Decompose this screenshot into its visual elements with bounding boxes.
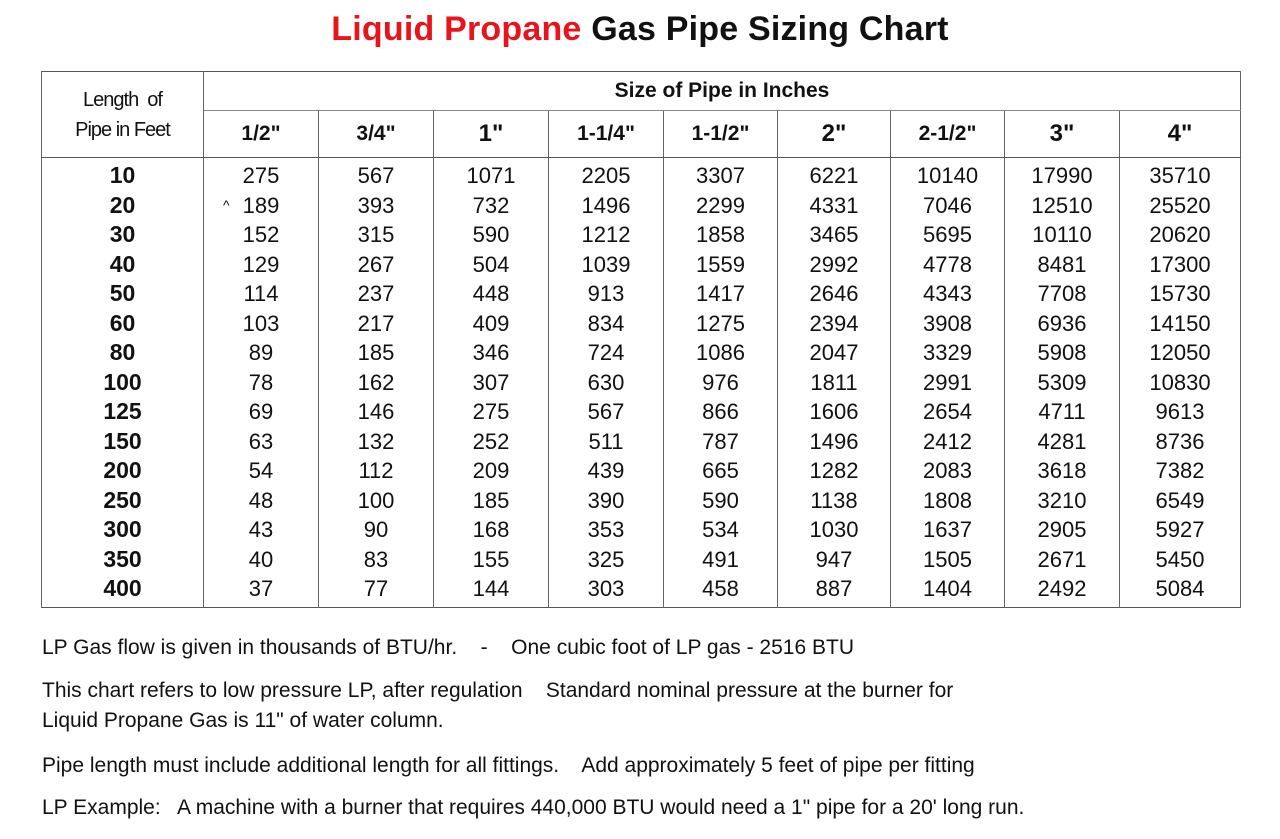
btu-cell: 2083 (891, 456, 1005, 486)
btu-cell: 1275 (664, 309, 778, 339)
btu-cell: 37 (204, 574, 319, 607)
btu-cell: 1282 (778, 456, 891, 486)
length-cell: 150 (42, 427, 204, 457)
note-flow-units: LP Gas flow is given in thousands of BTU/hr. (42, 636, 458, 659)
btu-cell: 103 (204, 309, 319, 339)
note-example: LP Example: A machine with a burner that requires 440,000 BTU would need a 1" pipe for a 20' long run. (42, 796, 1025, 819)
btu-cell: 5309 (1005, 368, 1120, 398)
btu-cell: 4343 (891, 279, 1005, 309)
btu-cell: 48 (204, 486, 319, 516)
note-water-column: Liquid Propane Gas is 11" of water column. (42, 709, 444, 732)
btu-cell: 5450 (1120, 545, 1241, 575)
btu-cell: 307 (434, 368, 549, 398)
btu-cell: 40 (204, 545, 319, 575)
table-row (42, 397, 1241, 427)
btu-cell: 6549 (1120, 486, 1241, 516)
btu-cell: 100 (319, 486, 434, 516)
btu-cell: 5927 (1120, 515, 1241, 545)
table-row (42, 191, 1241, 221)
btu-cell: 976 (664, 368, 778, 398)
btu-cell: 10110 (1005, 220, 1120, 250)
btu-cell: 162 (319, 368, 434, 398)
btu-cell: 1496 (549, 191, 664, 221)
btu-cell: 390 (549, 486, 664, 516)
btu-cell: 787 (664, 427, 778, 457)
title-rest: Gas Pipe Sizing Chart (581, 10, 949, 48)
btu-cell: 534 (664, 515, 778, 545)
length-cell: 20 (42, 191, 204, 221)
title-highlight: Liquid Propane (331, 10, 582, 48)
btu-cell: 947 (778, 545, 891, 575)
size-header: 4" (1120, 111, 1241, 158)
btu-cell: 20620 (1120, 220, 1241, 250)
btu-cell: 6936 (1005, 309, 1120, 339)
btu-cell: 2299 (664, 191, 778, 221)
size-span-header: Size of Pipe in Inches (204, 72, 1241, 111)
btu-cell: 3329 (891, 338, 1005, 368)
btu-cell: 4331 (778, 191, 891, 221)
btu-cell: 724 (549, 338, 664, 368)
length-cell: 350 (42, 545, 204, 575)
btu-cell: 4711 (1005, 397, 1120, 427)
btu-cell: 114 (204, 279, 319, 309)
length-cell: 400 (42, 574, 204, 607)
btu-cell: 78 (204, 368, 319, 398)
btu-cell: 129 (204, 250, 319, 280)
btu-cell: 237 (319, 279, 434, 309)
btu-cell: 275 (204, 158, 319, 191)
table-body (42, 158, 1241, 608)
btu-value: 189 (242, 192, 280, 218)
btu-cell: 834 (549, 309, 664, 339)
btu-cell: 8736 (1120, 427, 1241, 457)
btu-cell: 3465 (778, 220, 891, 250)
btu-cell: 6221 (778, 158, 891, 191)
btu-cell: 89 (204, 338, 319, 368)
btu-cell: 209 (434, 456, 549, 486)
size-header: 2-1/2" (891, 111, 1005, 158)
btu-cell (204, 191, 319, 221)
btu-cell: 732 (434, 191, 549, 221)
btu-cell: 10830 (1120, 368, 1241, 398)
btu-cell: 1138 (778, 486, 891, 516)
btu-cell: 303 (549, 574, 664, 607)
btu-cell: 4281 (1005, 427, 1120, 457)
btu-cell: 2205 (549, 158, 664, 191)
btu-cell: 4778 (891, 250, 1005, 280)
table-row (42, 427, 1241, 457)
table-row (42, 368, 1241, 398)
length-cell: 60 (42, 309, 204, 339)
length-header-line1: Length of (83, 88, 162, 111)
btu-cell: 567 (319, 158, 434, 191)
btu-cell: 7382 (1120, 456, 1241, 486)
btu-cell: 1030 (778, 515, 891, 545)
btu-cell: 458 (664, 574, 778, 607)
btu-cell: 1071 (434, 158, 549, 191)
btu-cell: 448 (434, 279, 549, 309)
btu-cell: 132 (319, 427, 434, 457)
btu-cell: 54 (204, 456, 319, 486)
size-header: 3/4" (319, 111, 434, 158)
btu-cell: 346 (434, 338, 549, 368)
btu-cell: 5084 (1120, 574, 1241, 607)
btu-cell: 439 (549, 456, 664, 486)
btu-cell: 77 (319, 574, 434, 607)
table-row (42, 250, 1241, 280)
btu-cell: 1212 (549, 220, 664, 250)
btu-cell: 1417 (664, 279, 778, 309)
btu-cell: 3307 (664, 158, 778, 191)
btu-cell: 393 (319, 191, 434, 221)
btu-cell: 1808 (891, 486, 1005, 516)
note-fittings: Pipe length must include additional length for all fittings. Add approximately 5 feet of pipe per fitting (42, 754, 975, 777)
note-cubic-foot: One cubic foot of LP gas - 2516 BTU (511, 636, 854, 659)
btu-cell: 35710 (1120, 158, 1241, 191)
length-cell: 40 (42, 250, 204, 280)
btu-cell: 315 (319, 220, 434, 250)
btu-cell: 353 (549, 515, 664, 545)
btu-cell: 267 (319, 250, 434, 280)
btu-cell: 12510 (1005, 191, 1120, 221)
btu-cell: 1039 (549, 250, 664, 280)
size-header: 3" (1005, 111, 1120, 158)
btu-cell: 2905 (1005, 515, 1120, 545)
btu-cell: 2492 (1005, 574, 1120, 607)
length-cell: 200 (42, 456, 204, 486)
table-row (42, 279, 1241, 309)
length-cell: 10 (42, 158, 204, 191)
btu-cell: 63 (204, 427, 319, 457)
btu-cell: 1559 (664, 250, 778, 280)
btu-cell: 14150 (1120, 309, 1241, 339)
btu-cell: 887 (778, 574, 891, 607)
btu-cell: 511 (549, 427, 664, 457)
btu-cell: 43 (204, 515, 319, 545)
size-header: 1-1/2" (664, 111, 778, 158)
size-header: 2" (778, 111, 891, 158)
btu-cell: 25520 (1120, 191, 1241, 221)
btu-cell: 2991 (891, 368, 1005, 398)
btu-cell: 504 (434, 250, 549, 280)
btu-cell: 1505 (891, 545, 1005, 575)
btu-cell: 185 (319, 338, 434, 368)
size-header: 1/2" (204, 111, 319, 158)
btu-cell: 217 (319, 309, 434, 339)
table-row (42, 486, 1241, 516)
note-flow (42, 636, 854, 660)
btu-cell: 7708 (1005, 279, 1120, 309)
btu-cell: 665 (664, 456, 778, 486)
btu-cell: 1606 (778, 397, 891, 427)
btu-cell: 5695 (891, 220, 1005, 250)
btu-cell: 3210 (1005, 486, 1120, 516)
btu-cell: 567 (549, 397, 664, 427)
table-row (42, 545, 1241, 575)
btu-cell: 1496 (778, 427, 891, 457)
btu-cell: 1404 (891, 574, 1005, 607)
btu-cell: 1086 (664, 338, 778, 368)
btu-cell: 152 (204, 220, 319, 250)
btu-cell: 590 (664, 486, 778, 516)
btu-cell: 275 (434, 397, 549, 427)
btu-cell: 409 (434, 309, 549, 339)
length-cell: 250 (42, 486, 204, 516)
btu-cell: 1811 (778, 368, 891, 398)
btu-cell: 155 (434, 545, 549, 575)
caret-mark: ^ (223, 196, 230, 213)
btu-cell: 325 (549, 545, 664, 575)
length-cell: 300 (42, 515, 204, 545)
btu-cell: 10140 (891, 158, 1005, 191)
btu-cell: 491 (664, 545, 778, 575)
btu-cell: 146 (319, 397, 434, 427)
btu-cell: 17990 (1005, 158, 1120, 191)
table-row (42, 158, 1241, 191)
btu-cell: 3618 (1005, 456, 1120, 486)
btu-cell: 3908 (891, 309, 1005, 339)
btu-cell: 630 (549, 368, 664, 398)
btu-cell: 7046 (891, 191, 1005, 221)
btu-cell: 2671 (1005, 545, 1120, 575)
btu-cell: 2992 (778, 250, 891, 280)
table-row (42, 220, 1241, 250)
btu-cell: 5908 (1005, 338, 1120, 368)
chart-title (0, 10, 1280, 49)
length-cell: 30 (42, 220, 204, 250)
size-header: 1" (434, 111, 549, 158)
table-row (42, 309, 1241, 339)
btu-cell: 17300 (1120, 250, 1241, 280)
btu-cell: 2412 (891, 427, 1005, 457)
btu-cell: 12050 (1120, 338, 1241, 368)
btu-cell: 2646 (778, 279, 891, 309)
btu-cell: 15730 (1120, 279, 1241, 309)
btu-cell: 9613 (1120, 397, 1241, 427)
btu-cell: 144 (434, 574, 549, 607)
btu-cell: 112 (319, 456, 434, 486)
table-row (42, 515, 1241, 545)
length-header (42, 72, 204, 158)
btu-cell: 168 (434, 515, 549, 545)
length-cell: 125 (42, 397, 204, 427)
length-cell: 50 (42, 279, 204, 309)
btu-cell: 866 (664, 397, 778, 427)
note-low-pressure: This chart refers to low pressure LP, after regulation Standard nominal pressure at the burner for (42, 679, 954, 702)
size-header-row (42, 111, 1241, 158)
table-row (42, 338, 1241, 368)
btu-cell: 2047 (778, 338, 891, 368)
table-row (42, 456, 1241, 486)
btu-cell: 590 (434, 220, 549, 250)
btu-cell: 1858 (664, 220, 778, 250)
btu-cell: 1637 (891, 515, 1005, 545)
btu-cell: 8481 (1005, 250, 1120, 280)
btu-cell: 2654 (891, 397, 1005, 427)
length-cell: 100 (42, 368, 204, 398)
btu-cell: 2394 (778, 309, 891, 339)
table-row (42, 574, 1241, 607)
btu-cell: 252 (434, 427, 549, 457)
length-header-line2: Pipe in Feet (75, 118, 170, 141)
btu-cell: 83 (319, 545, 434, 575)
pipe-sizing-table (41, 71, 1241, 608)
btu-cell: 69 (204, 397, 319, 427)
size-header: 1-1/4" (549, 111, 664, 158)
note-separator: - (480, 636, 488, 659)
btu-cell: 185 (434, 486, 549, 516)
btu-cell: 913 (549, 279, 664, 309)
btu-cell: 90 (319, 515, 434, 545)
length-cell: 80 (42, 338, 204, 368)
